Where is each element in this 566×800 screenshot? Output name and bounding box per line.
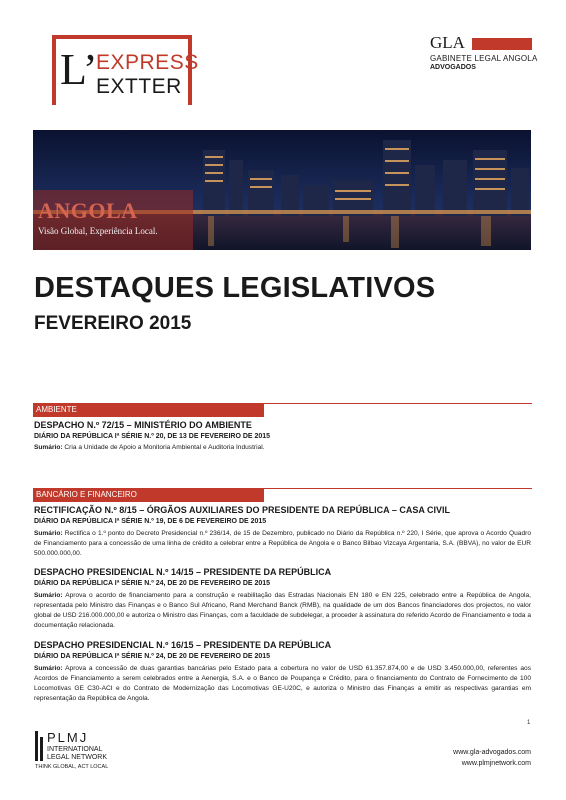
page-number: 1 xyxy=(527,720,531,726)
gla-logo-name: GABINETE LEGAL ANGOLA xyxy=(430,54,538,63)
section-divider xyxy=(264,403,532,404)
gla-logo-sub: ADVOGADOS xyxy=(430,64,476,71)
summary-text: Cria a Unidade de Apoio a Monitoria Ambiental e Auditoria Industrial. xyxy=(62,444,265,451)
summary-text: Aprova o acordo de financiamento para a construção e reabilitação das Estradas Nacionais EN 180 e EN 225, celebrado entre a República de Angola, representada pelo Ministro das Finanças e o Banco Sul Africano, Rand Merchand Banck (RMB), na qualidade de um dos Bancos financiadores dos projectos, no valor global de USD 216.000.000,00 e autoriza o Ministro das Finanças, com a faculdade de subdelegar, a proceder à assinatura do referido Acordo de Financiamento e toda a documentação relacionada. xyxy=(34,592,531,629)
entry-source: DIÁRIO DA REPÚBLICA Iª SÉRIE N.º 24, DE 20 DE FEVEREIRO DE 2015 xyxy=(34,653,271,660)
section-divider xyxy=(264,488,532,489)
website-link-plmj[interactable]: www.plmjnetwork.com xyxy=(461,760,531,767)
entry-summary xyxy=(34,664,531,704)
logo-frame-left xyxy=(52,35,56,105)
entry-title: DESPACHO N.º 72/15 – MINISTÉRIO DO AMBIENTE xyxy=(34,420,252,430)
entry-source: DIÁRIO DA REPÚBLICA Iª SÉRIE N.º 19, DE 6 DE FEVEREIRO DE 2015 xyxy=(34,518,267,525)
summary-text: Aprova a concessão de duas garantias bancárias pelo Estado para a cobertura no valor de USD 61.357.874,00 e de USD 3.450.000,00, referentes aos Acordos de Financiamento a serem celebrados entre a Aenergia, S.A. e o Banco de Poupança e Crédito, para o financiamento do Contrato de Fornecimento de 100 Locomotivas GE C30-ACI e do Contrato de Modernização das Locomotivas GE-U20C, e autoriza o Ministro das Finanças a emitir as respectivas garantias em representação da República de Angola. xyxy=(34,665,531,702)
logo-express: EXPRESS xyxy=(96,51,199,74)
entry-title: RECTIFICAÇÃO N.º 8/15 – ÓRGÃOS AUXILIARES DO PRESIDENTE DA REPÚBLICA – CASA CIVIL xyxy=(34,505,451,515)
summary-text: Rectifica o 1.º ponto do Decreto Presidencial n.º 236/14, de 15 de Dezembro, publicado no Diário da República n.º 220, I Série, que aprova o Acordo Quadro de Financiamento para a concessão de uma linha de crédito a celebrar entre a República de Angola e o Banco Bilbao Vizcaya Argentaria, S.A. (BBVA), no valor de EUR 500.000.000,00. xyxy=(34,530,531,557)
gla-logo-code: GLA xyxy=(430,33,465,52)
entry-title: DESPACHO PRESIDENCIAL N.º 14/15 – PRESIDENTE DA REPÚBLICA xyxy=(34,567,332,577)
summary-label: Sumário: xyxy=(34,530,63,537)
entry-summary xyxy=(34,591,531,631)
banner-tagline: Visão Global, Experiência Local. xyxy=(38,226,158,236)
entry-title: DESPACHO PRESIDENCIAL N.º 16/15 – PRESIDENTE DA REPÚBLICA xyxy=(34,640,332,650)
entry-summary xyxy=(34,529,531,559)
page-title: DESTAQUES LEGISLATIVOS xyxy=(34,272,436,304)
logo-exxter: EXTTER xyxy=(96,75,182,98)
page-subtitle: FEVEREIRO 2015 xyxy=(34,313,192,334)
entry-summary xyxy=(34,443,531,453)
website-link-gla[interactable]: www.gla-advogados.com xyxy=(453,749,531,756)
entry-source: DIÁRIO DA REPÚBLICA Iª SÉRIE N.º 20, DE 13 DE FEVEREIRO DE 2015 xyxy=(34,433,271,440)
summary-label: Sumário: xyxy=(34,592,63,599)
section-header-ambiente: AMBIENTE xyxy=(33,403,264,417)
summary-label: Sumário: xyxy=(34,444,63,451)
logo-l: L’ xyxy=(60,45,98,94)
plmj-logo-icon xyxy=(35,731,44,761)
plmj-logo-code: PLMJ xyxy=(47,730,89,745)
summary-label: Sumário: xyxy=(34,665,63,672)
plmj-logo-line2: LEGAL NETWORK xyxy=(47,754,108,761)
banner-title: ANGOLA xyxy=(38,198,138,223)
entry-source: DIÁRIO DA REPÚBLICA Iª SÉRIE N.º 24, DE 20 DE FEVEREIRO DE 2015 xyxy=(34,580,271,587)
plmj-tagline: THINK GLOBAL, ACT LOCAL xyxy=(35,764,109,770)
section-header-bancario: BANCÁRIO E FINANCEIRO xyxy=(33,488,264,502)
plmj-logo-line1: INTERNATIONAL xyxy=(47,746,103,753)
gla-logo-bar xyxy=(472,38,532,50)
